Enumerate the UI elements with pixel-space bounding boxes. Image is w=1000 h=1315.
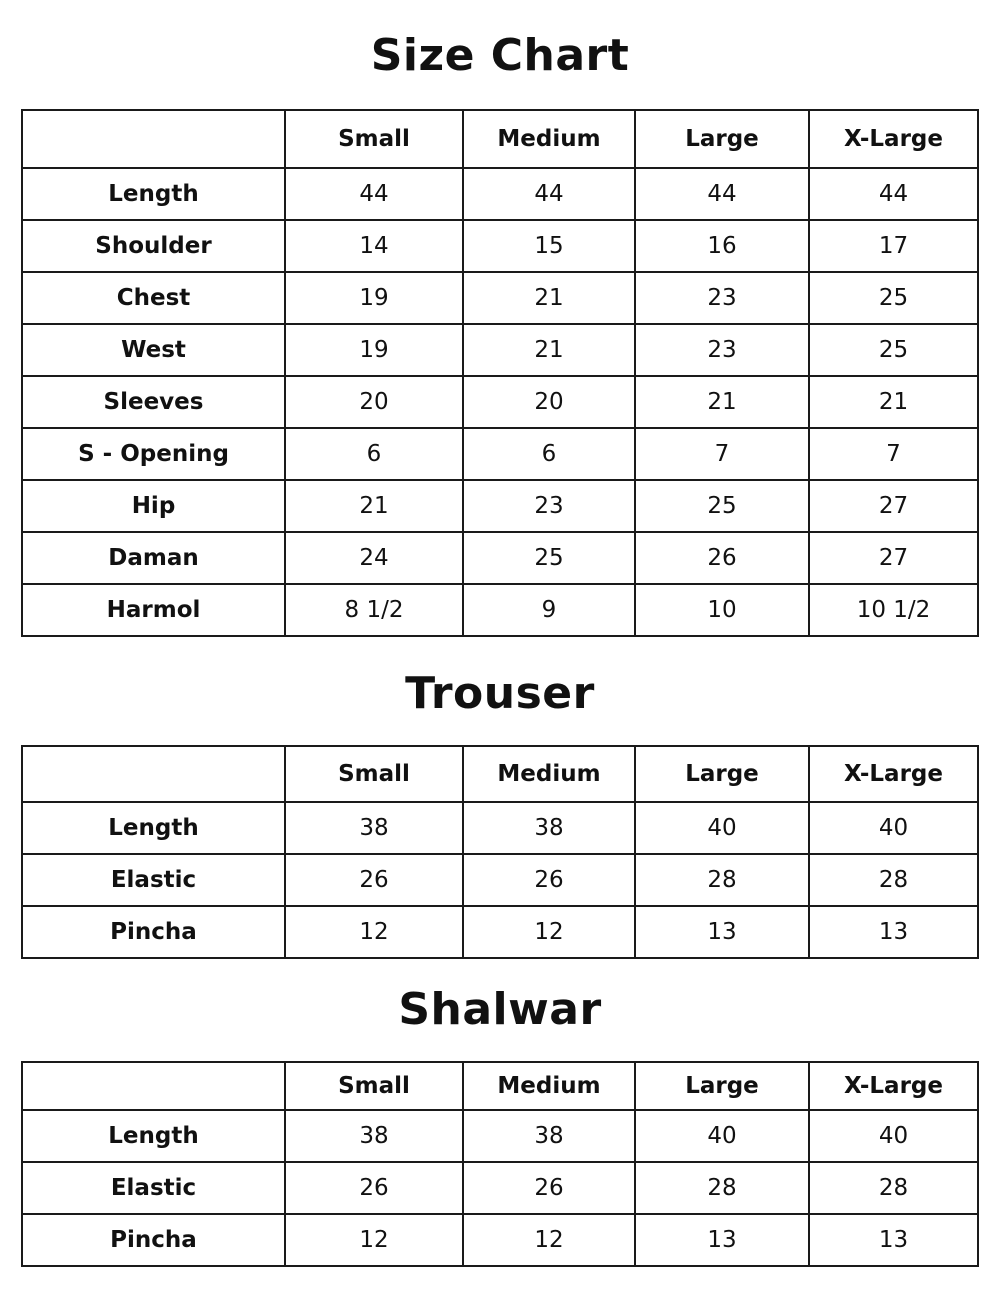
table-row	[22, 1214, 978, 1266]
size-column-header: Medium	[463, 1062, 635, 1110]
measurement-value: 20	[285, 376, 463, 428]
measurement-value: 44	[809, 168, 978, 220]
size-column-header: Small	[285, 1062, 463, 1110]
measurement-value: 26	[285, 854, 463, 906]
measurement-label: Sleeves	[22, 376, 285, 428]
measurement-value: 16	[635, 220, 809, 272]
measurement-value: 13	[809, 1214, 978, 1266]
measurement-value: 6	[285, 428, 463, 480]
measurement-label: Chest	[22, 272, 285, 324]
measurement-value: 26	[463, 1162, 635, 1214]
measurement-label: Hip	[22, 480, 285, 532]
measurement-value: 24	[285, 532, 463, 584]
size-column-header: X-Large	[809, 110, 978, 168]
measurement-value: 23	[463, 480, 635, 532]
measurement-value: 10	[635, 584, 809, 636]
measurement-value: 26	[463, 854, 635, 906]
header-row	[22, 1062, 978, 1110]
measurement-label: Elastic	[22, 1162, 285, 1214]
measurement-value: 38	[463, 1110, 635, 1162]
measurement-value: 25	[809, 324, 978, 376]
header-row	[22, 110, 978, 168]
measurement-value: 17	[809, 220, 978, 272]
measurement-value: 21	[635, 376, 809, 428]
measurement-value: 13	[809, 906, 978, 958]
measurement-label: Harmol	[22, 584, 285, 636]
measurement-value: 20	[463, 376, 635, 428]
measurement-value: 40	[635, 802, 809, 854]
size-column-header: X-Large	[809, 746, 978, 802]
measurement-value: 25	[809, 272, 978, 324]
table-row	[22, 376, 978, 428]
measurement-value: 7	[635, 428, 809, 480]
measurement-value: 26	[635, 532, 809, 584]
measurement-value: 25	[463, 532, 635, 584]
measurement-value: 19	[285, 324, 463, 376]
measurement-label: West	[22, 324, 285, 376]
size-column-header: Small	[285, 746, 463, 802]
measurement-label: S - Opening	[22, 428, 285, 480]
measurement-value: 15	[463, 220, 635, 272]
measurement-value: 7	[809, 428, 978, 480]
measurement-value: 27	[809, 480, 978, 532]
measurement-value: 23	[635, 324, 809, 376]
measurement-value: 27	[809, 532, 978, 584]
table-row	[22, 324, 978, 376]
measurement-value: 38	[285, 1110, 463, 1162]
measurement-value: 40	[809, 802, 978, 854]
measurement-value: 13	[635, 1214, 809, 1266]
measurement-value: 12	[285, 1214, 463, 1266]
size-column-header: Medium	[463, 746, 635, 802]
measurement-value: 21	[285, 480, 463, 532]
shalwar-table	[21, 1061, 979, 1267]
measurement-label: Length	[22, 168, 285, 220]
table-row	[22, 428, 978, 480]
measurement-value: 12	[463, 1214, 635, 1266]
measurement-label: Length	[22, 1110, 285, 1162]
measurement-value: 28	[809, 854, 978, 906]
table-row	[22, 802, 978, 854]
measurement-value: 28	[809, 1162, 978, 1214]
measurement-value: 21	[809, 376, 978, 428]
measurement-value: 23	[635, 272, 809, 324]
size-chart-table	[21, 109, 979, 637]
size-column-header: Medium	[463, 110, 635, 168]
measurement-label: Length	[22, 802, 285, 854]
measurement-value: 44	[285, 168, 463, 220]
measurement-value: 26	[285, 1162, 463, 1214]
measurement-value: 38	[285, 802, 463, 854]
size-column-header: Large	[635, 1062, 809, 1110]
corner-cell	[22, 1062, 285, 1110]
measurement-value: 21	[463, 272, 635, 324]
measurement-value: 28	[635, 854, 809, 906]
table-row	[22, 906, 978, 958]
table-row	[22, 854, 978, 906]
measurement-value: 8 1/2	[285, 584, 463, 636]
table-row	[22, 584, 978, 636]
measurement-value: 14	[285, 220, 463, 272]
shalwar-title: Shalwar	[398, 984, 602, 1035]
measurement-value: 6	[463, 428, 635, 480]
measurement-label: Elastic	[22, 854, 285, 906]
table-row	[22, 480, 978, 532]
trouser-table	[21, 745, 979, 959]
table-row	[22, 1110, 978, 1162]
measurement-value: 19	[285, 272, 463, 324]
measurement-value: 38	[463, 802, 635, 854]
measurement-value: 12	[285, 906, 463, 958]
measurement-value: 40	[635, 1110, 809, 1162]
measurement-value: 13	[635, 906, 809, 958]
measurement-label: Pincha	[22, 906, 285, 958]
measurement-value: 12	[463, 906, 635, 958]
measurement-label: Pincha	[22, 1214, 285, 1266]
measurement-value: 10 1/2	[809, 584, 978, 636]
table-row	[22, 168, 978, 220]
trouser-title: Trouser	[405, 668, 595, 719]
measurement-value: 40	[809, 1110, 978, 1162]
measurement-label: Shoulder	[22, 220, 285, 272]
size-chart-title: Size Chart	[370, 30, 630, 81]
size-column-header: Large	[635, 110, 809, 168]
size-column-header: Small	[285, 110, 463, 168]
measurement-value: 44	[463, 168, 635, 220]
table-row	[22, 1162, 978, 1214]
size-column-header: Large	[635, 746, 809, 802]
table-row	[22, 272, 978, 324]
measurement-value: 21	[463, 324, 635, 376]
measurement-value: 9	[463, 584, 635, 636]
header-row	[22, 746, 978, 802]
size-column-header: X-Large	[809, 1062, 978, 1110]
table-row	[22, 532, 978, 584]
corner-cell	[22, 746, 285, 802]
measurement-value: 44	[635, 168, 809, 220]
measurement-label: Daman	[22, 532, 285, 584]
corner-cell	[22, 110, 285, 168]
measurement-value: 28	[635, 1162, 809, 1214]
table-row	[22, 220, 978, 272]
measurement-value: 25	[635, 480, 809, 532]
